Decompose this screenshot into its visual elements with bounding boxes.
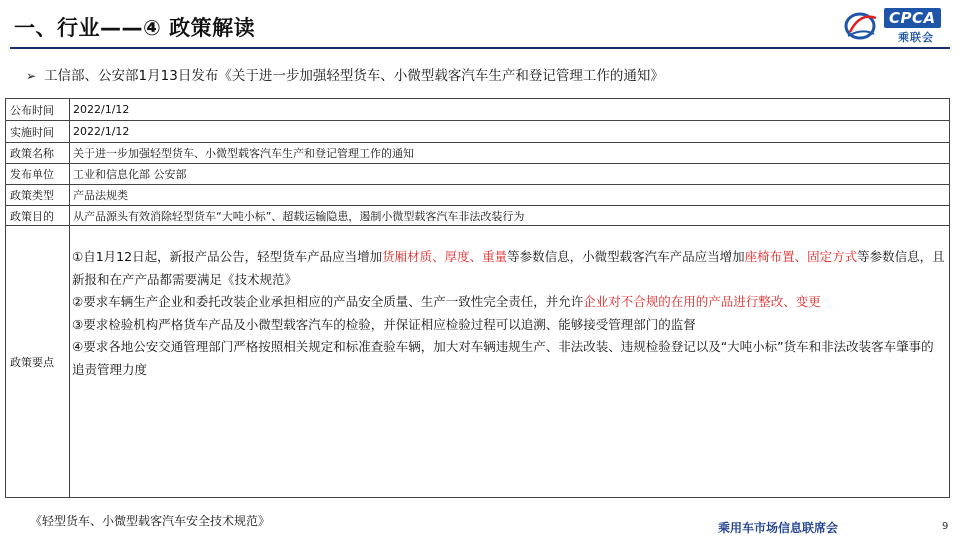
point-1-highlight-1: 货厢材质、厚度、重量 <box>382 249 508 264</box>
table-row <box>6 143 950 164</box>
row-label: 发布单位 <box>6 164 70 185</box>
row-label: 政策名称 <box>6 143 70 164</box>
row-label: 政策类型 <box>6 185 70 206</box>
page-number: 9 <box>942 521 949 532</box>
intro-line <box>26 64 664 84</box>
table-row <box>6 206 950 226</box>
page-title: 一、行业——④ 政策解读 <box>14 16 256 40</box>
policy-table <box>5 98 950 498</box>
row-label: 公布时间 <box>6 99 70 121</box>
table-row-points <box>6 226 950 498</box>
table-row <box>6 121 950 143</box>
table-row <box>6 185 950 206</box>
point-2-highlight: 企业对不合规的在用的产品进行整改、变更 <box>583 294 821 309</box>
point-1 <box>72 246 945 291</box>
point-1-text-c: 等参数信息，且新报和在产产品都需要满足《技术规范》 <box>72 249 945 287</box>
point-1-text-a: ①自1月12日起，新报产品公告，轻型货车产品应当增加 <box>72 249 383 264</box>
table-row <box>6 164 950 185</box>
row-value: 产品法规类 <box>70 185 950 206</box>
row-label: 政策目的 <box>6 206 70 226</box>
point-2 <box>72 291 945 314</box>
point-4: ④要求各地公安交通管理部门严格按照相关规定和标准查验车辆，加大对车辆违规生产、非法改装、违规检验登记以及“大吨小标”货车和非法改装客车肇事的追责管理力度 <box>72 339 934 377</box>
points-label: 政策要点 <box>6 226 70 498</box>
row-value: 关于进一步加强轻型货车、小微型载客汽车生产和登记管理工作的通知 <box>70 143 950 164</box>
point-2-text: ②要求车辆生产企业和委托改装企业承担相应的产品安全质量、生产一致性完全责任，并允许 <box>72 294 584 309</box>
point-1-highlight-2: 座椅布置、固定方式 <box>744 249 858 264</box>
intro-text: 工信部、公安部1月13日发布《关于进一步加强轻型货车、小微型载客汽车生产和登记管理工作的通知》 <box>44 68 664 84</box>
row-value: 2022/1/12 <box>70 121 950 143</box>
point-3: ③要求检验机构严格货车产品及小微型载客汽车的检验，并保证相应检验过程可以追溯、能够接受管理部门的监督 <box>72 316 696 332</box>
row-value: 从产品源头有效消除轻型货车“大吨小标”、超载运输隐患，遏制小微型载客汽车非法改装行为 <box>70 206 950 226</box>
point-1-text-b: 等参数信息，小微型载客汽车产品应当增加 <box>507 249 745 264</box>
table-row <box>6 99 950 121</box>
row-value: 2022/1/12 <box>70 99 950 121</box>
arrow-right-icon: ➢ <box>26 69 37 83</box>
row-label: 实施时间 <box>6 121 70 143</box>
logo-subtitle: 乘联会 <box>898 31 934 44</box>
footnote: 《轻型货车、小微型载客汽车安全技术规范》 <box>30 514 271 528</box>
logo-wordmark: CPCA <box>884 8 941 28</box>
org-name: 乘用车市场信息联席会 <box>718 521 839 535</box>
policy-points <box>70 226 950 498</box>
row-value: 工业和信息化部 公安部 <box>70 164 950 185</box>
title-divider <box>10 47 950 49</box>
